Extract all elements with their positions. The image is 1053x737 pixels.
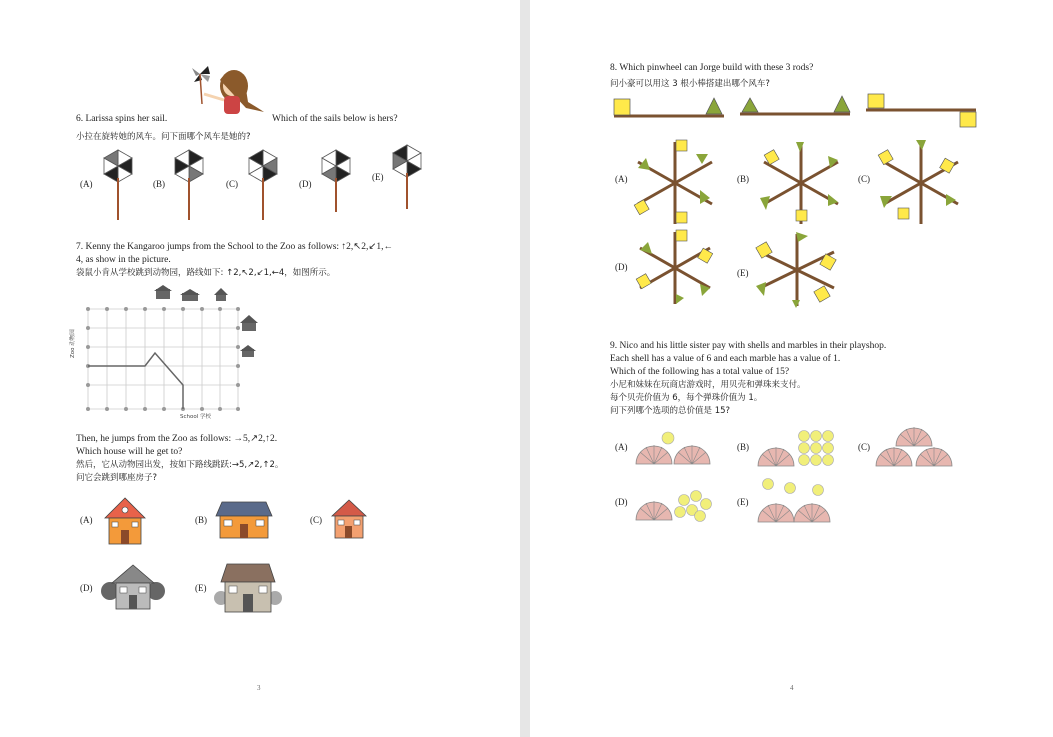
q9-option-b-label: (B) bbox=[737, 442, 749, 452]
q8-rod-2 bbox=[738, 94, 853, 124]
q6-option-c-label: (C) bbox=[226, 179, 238, 189]
q7-house-b bbox=[214, 500, 274, 542]
q7-option-c-label: (C) bbox=[310, 515, 322, 525]
q9-option-c-label: (C) bbox=[858, 442, 870, 452]
q9-text-line2: Each shell has a value of 6 and each marble has a value of 1. bbox=[610, 354, 841, 364]
q7-school-label: School 学校 bbox=[180, 414, 212, 420]
q7-grid-map bbox=[70, 285, 270, 425]
q7-house-c bbox=[330, 498, 368, 542]
q9-option-c-items bbox=[874, 422, 984, 472]
q8-pinwheel-a bbox=[630, 138, 720, 228]
q6-sail-e bbox=[389, 145, 425, 217]
q9-option-d-items bbox=[634, 486, 744, 526]
q7-chinese-text-3: 问它会跳到哪座房子? bbox=[76, 473, 158, 483]
q6-sail-d bbox=[318, 150, 354, 222]
q7-option-a-label: (A) bbox=[80, 515, 93, 525]
q7-text-line1: 7. Kenny the Kangaroo jumps from the School to the Zoo as follows: ↑2,↖2,↙1,← bbox=[76, 242, 393, 252]
q9-option-e-items bbox=[756, 476, 866, 528]
q9-option-e-label: (E) bbox=[737, 497, 749, 507]
q8-pinwheel-c bbox=[876, 138, 966, 228]
q8-text: 8. Which pinwheel can Jorge build with these 3 rods? bbox=[610, 63, 814, 73]
q6-sail-c bbox=[245, 150, 281, 222]
q8-rod-1 bbox=[612, 94, 727, 124]
page-4 bbox=[530, 0, 1053, 737]
q7-option-b-label: (B) bbox=[195, 515, 207, 525]
q6-sail-b bbox=[171, 150, 207, 222]
q9-option-b-items bbox=[756, 426, 866, 472]
q7-option-e-label: (E) bbox=[195, 583, 207, 593]
q7-house-e bbox=[213, 560, 283, 616]
q7-chinese-text: 袋鼠小肯从学校跳到动物园，路线如下: ↑2,↖2,↙1,←4，如图所示。 bbox=[76, 268, 336, 278]
q6-option-e-label: (E) bbox=[372, 172, 384, 182]
q9-text-line3: Which of the following has a total value of 15? bbox=[610, 367, 790, 377]
q7-text-line3: Then, he jumps from the Zoo as follows: →5,↗2,↑2. bbox=[76, 434, 278, 444]
q9-chinese-text-2: 每个贝壳价值为 6，每个弹珠价值为 1。 bbox=[610, 393, 763, 403]
page-number-4: 4 bbox=[790, 684, 794, 692]
q7-option-d-label: (D) bbox=[80, 583, 93, 593]
q9-text-line1: 9. Nico and his little sister pay with shells and marbles in their playshop. bbox=[610, 341, 887, 351]
q9-option-d-label: (D) bbox=[615, 497, 628, 507]
page-number-3: 3 bbox=[257, 684, 261, 692]
girl-illustration bbox=[188, 62, 268, 118]
page-3 bbox=[0, 0, 520, 737]
q9-option-a-label: (A) bbox=[615, 442, 628, 452]
q6-text: 6. Larissa spins her sail. bbox=[76, 114, 168, 124]
q9-chinese-text-3: 问下列哪个选项的总价值是 15? bbox=[610, 406, 731, 416]
q7-text-line2: 4, as show in the picture. bbox=[76, 255, 171, 265]
q8-pinwheel-d bbox=[630, 228, 720, 308]
q8-chinese-text: 问小豪可以用这 3 根小棒搭建出哪个风车? bbox=[610, 79, 770, 89]
q8-pinwheel-b bbox=[756, 138, 846, 228]
q7-zoo-label: Zoo 动物园 bbox=[70, 329, 76, 358]
q7-text-line4: Which house will he get to? bbox=[76, 447, 183, 457]
q7-chinese-text-2: 然后，它从动物园出发，按如下路线跳跃:→5,↗2,↑2。 bbox=[76, 460, 284, 470]
q8-option-a-label: (A) bbox=[615, 174, 628, 184]
q8-option-d-label: (D) bbox=[615, 262, 628, 272]
q8-option-e-label: (E) bbox=[737, 268, 749, 278]
q6-sail-a bbox=[100, 150, 136, 222]
q6-option-a-label: (A) bbox=[80, 179, 93, 189]
q7-house-d bbox=[100, 563, 166, 613]
q6-chinese-text: 小拉在旋转她的风车。问下面哪个风车是她的? bbox=[76, 132, 251, 142]
q8-option-c-label: (C) bbox=[858, 174, 870, 184]
q6-text-2: Which of the sails below is hers? bbox=[272, 114, 398, 124]
q7-house-a bbox=[103, 496, 147, 548]
q8-option-b-label: (B) bbox=[737, 174, 749, 184]
q6-option-d-label: (D) bbox=[299, 179, 312, 189]
q9-option-a-items bbox=[634, 430, 744, 472]
q8-rod-3 bbox=[864, 94, 979, 130]
q6-option-b-label: (B) bbox=[153, 179, 165, 189]
q8-pinwheel-e bbox=[752, 230, 842, 310]
q9-chinese-text-1: 小尼和妹妹在玩商店游戏时，用贝壳和弹珠来支付。 bbox=[610, 380, 806, 390]
